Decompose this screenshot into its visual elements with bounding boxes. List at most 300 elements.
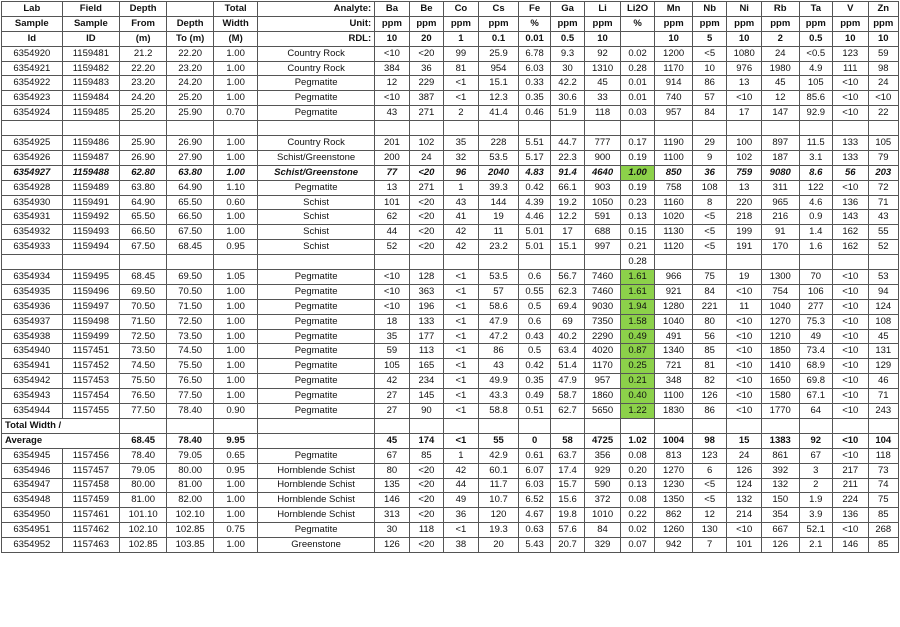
table-cell [167,255,214,270]
table-cell: 70 [799,270,832,285]
table-cell: 56 [692,329,727,344]
header-cell: ID [62,31,119,46]
li2o-cell: 0.07 [620,538,655,553]
table-cell: 43 [444,195,479,210]
table-cell: 71 [868,195,898,210]
table-cell: 84 [692,106,727,121]
table-cell: 102.85 [120,538,167,553]
table-cell: 24 [761,46,799,61]
table-cell: 1157455 [62,404,119,419]
table-cell: 19 [727,270,762,285]
table-cell: 17 [727,106,762,121]
table-cell: 56.7 [550,270,585,285]
li2o-cell: 0.03 [620,106,655,121]
table-cell [585,121,621,136]
table-cell: <1 [444,270,479,285]
table-cell: 7350 [585,314,621,329]
table-cell: 0.43 [519,329,550,344]
table-cell: 1020 [655,210,693,225]
table-cell: 1159492 [62,210,119,225]
li2o-note-cell: 0.28 [620,255,655,270]
table-cell: 66.50 [120,225,167,240]
table-cell: 0.75 [214,523,258,538]
rdl-cell: 0.1 [478,31,519,46]
table-cell: 1159481 [62,46,119,61]
table-cell: 965 [761,195,799,210]
table-cell: 74 [868,478,898,493]
table-cell: 35 [375,329,410,344]
table-cell [120,418,167,433]
unit-cell: ppm [799,16,832,31]
table-cell: 228 [478,136,519,151]
table-cell: 49 [444,493,479,508]
table-cell: 35 [444,136,479,151]
analyte-cell: Ni [727,2,762,17]
rdl-cell: 0.5 [550,31,585,46]
table-cell: 957 [655,106,693,121]
table-cell: 102.10 [167,508,214,523]
table-cell: 49 [799,329,832,344]
table-cell: 22.3 [550,150,585,165]
table-cell [444,121,479,136]
table-cell: 1210 [761,329,799,344]
table-cell: 128 [409,270,444,285]
table-cell: 24.20 [167,76,214,91]
table-cell: 47.9 [478,314,519,329]
li2o-cell: 0.21 [620,374,655,389]
table-cell [2,255,63,270]
table-cell: 6354947 [2,478,63,493]
table-cell: 58.8 [478,404,519,419]
table-cell: 6354950 [2,508,63,523]
table-cell: 5.43 [519,538,550,553]
unit-cell: ppm [585,16,621,31]
table-cell: 1200 [655,46,693,61]
table-cell: 392 [761,463,799,478]
table-cell: <10 [727,314,762,329]
table-cell: 191 [727,240,762,255]
table-cell: 1.00 [214,478,258,493]
li2o-cell: 0.02 [620,523,655,538]
table-cell: 1160 [655,195,693,210]
table-cell [375,255,410,270]
table-row-note [2,255,899,270]
table-cell [868,255,898,270]
table-cell: 12.3 [478,91,519,106]
table-cell [62,121,119,136]
table-cell: 81.00 [167,478,214,493]
table-cell: 12 [692,508,727,523]
table-cell: 132 [761,478,799,493]
table-cell: 69.4 [550,299,585,314]
table-cell [519,418,550,433]
table-cell [258,418,375,433]
header-cell: (M) [214,31,258,46]
table-cell: 2040 [478,165,519,180]
table-cell: <1 [444,344,479,359]
table-cell: 55 [868,225,898,240]
table-cell: 76.50 [120,389,167,404]
table-cell: 101 [727,538,762,553]
table-cell: <20 [409,165,444,180]
table-cell: 1157463 [62,538,119,553]
analyte-cell: Ta [799,2,832,17]
table-cell: 84 [585,523,621,538]
table-cell: 200 [375,150,410,165]
table-cell: <10 [833,359,869,374]
table-cell: 126 [692,389,727,404]
table-cell: 86 [692,76,727,91]
table-cell: 36 [692,165,727,180]
header-cell: Sample [2,16,63,31]
average-cell: 9.95 [214,433,258,448]
table-cell: 41.4 [478,106,519,121]
table-cell: 1159486 [62,136,119,151]
table-cell: 124 [727,478,762,493]
table-cell: 6354946 [2,463,63,478]
table-cell: 23.20 [167,61,214,76]
table-cell: Schist [258,240,375,255]
li2o-cell: 0.02 [620,46,655,61]
rdl-cell: 20 [409,31,444,46]
table-cell: 1100 [655,150,693,165]
table-cell: 170 [761,240,799,255]
table-cell: 78.40 [167,404,214,419]
table-cell: 1 [444,448,479,463]
table-cell: 8.6 [799,165,832,180]
table-cell: 6354935 [2,284,63,299]
table-cell: 62 [375,210,410,225]
table-cell: 75 [868,493,898,508]
table-cell: 42.2 [550,76,585,91]
table-cell: 0.5 [519,299,550,314]
table-cell: <20 [409,493,444,508]
table-cell: 6354925 [2,136,63,151]
table-cell: 268 [868,523,898,538]
table-cell: 0.51 [519,404,550,419]
table-cell: 1300 [761,270,799,285]
table-cell: <10 [833,314,869,329]
table-cell [214,418,258,433]
table-cell: 1159494 [62,240,119,255]
li2o-cell: 0.13 [620,210,655,225]
table-cell: 91 [761,225,799,240]
table-cell: <10 [727,344,762,359]
table-cell [799,255,832,270]
table-cell: Schist [258,210,375,225]
table-cell [120,255,167,270]
table-cell: Schist [258,225,375,240]
table-cell: 19.2 [550,195,585,210]
table-cell: 356 [585,448,621,463]
table-cell: 102 [727,150,762,165]
table-cell: 7 [692,538,727,553]
table-cell: <10 [833,389,869,404]
table-cell: 72.50 [120,329,167,344]
table-cell: 0.63 [519,523,550,538]
table-cell: 199 [727,225,762,240]
table-cell: 6354923 [2,91,63,106]
table-cell: 1157459 [62,493,119,508]
table-cell: 1350 [655,493,693,508]
table-cell: 62.80 [120,165,167,180]
table-cell: 25.9 [478,46,519,61]
li2o-cell: 0.20 [620,463,655,478]
table-cell: <1 [444,76,479,91]
table-cell: 60.1 [478,463,519,478]
analyte-cell: Mn [655,2,693,17]
table-cell: 65.50 [167,195,214,210]
table-cell: 721 [655,359,693,374]
table-cell: 11 [727,299,762,314]
header-cell: Depth [167,16,214,31]
table-cell: 3.1 [799,150,832,165]
table-cell: 6354932 [2,225,63,240]
table-cell: 19.3 [478,523,519,538]
li2o-cell: 1.00 [620,165,655,180]
table-cell [761,418,799,433]
table-cell: 145 [409,389,444,404]
table-cell: 146 [375,493,410,508]
rdl-cell: 0.5 [799,31,832,46]
table-cell: <1 [444,389,479,404]
table-cell: 38 [444,538,479,553]
average-cell: 15 [727,433,762,448]
table-cell [727,255,762,270]
table-cell: 135 [375,478,410,493]
table-row [2,389,899,404]
li2o-cell: 0.22 [620,508,655,523]
rdl-cell: 10 [727,31,762,46]
table-row [2,344,899,359]
table-cell: Hornblende Schist [258,508,375,523]
table-cell: 6354945 [2,448,63,463]
table-cell: <10 [833,374,869,389]
table-cell: 0.46 [519,106,550,121]
table-cell: 106 [799,284,832,299]
average-label: Average [2,433,120,448]
table-cell: Schist/Greenstone [258,165,375,180]
table-cell: 73.50 [120,344,167,359]
table-row [2,478,899,493]
table-cell: 105 [799,76,832,91]
table-cell: <10 [375,91,410,106]
table-cell [585,418,621,433]
table-cell: 7460 [585,284,621,299]
analyte-cell: Ba [375,2,410,17]
table-cell [620,418,655,433]
table-cell: 162 [833,225,869,240]
table-cell: <5 [692,478,727,493]
table-cell: 70.50 [167,284,214,299]
table-row-average [2,433,899,448]
table-cell: <10 [833,448,869,463]
table-cell: 0.65 [214,448,258,463]
header-cell: Sample [62,16,119,31]
table-row-average-label [2,418,899,433]
table-cell: 79.05 [120,463,167,478]
table-row [2,46,899,61]
table-cell: 24 [727,448,762,463]
table-cell: 6354922 [2,76,63,91]
table-cell: 78.40 [120,448,167,463]
table-cell: 15.6 [550,493,585,508]
table-cell: <10 [375,46,410,61]
unit-cell: ppm [761,16,799,31]
table-cell: 4.83 [519,165,550,180]
table-cell: 1159493 [62,225,119,240]
table-cell: 123 [692,448,727,463]
table-cell: 0.35 [519,374,550,389]
table-cell [214,121,258,136]
table-cell: 84 [692,284,727,299]
header-cell: (m) [120,31,167,46]
table-cell: <1 [444,359,479,374]
table-cell: 271 [409,106,444,121]
table-cell: 46 [868,374,898,389]
table-cell: <1 [444,91,479,106]
table-cell: 65.50 [120,210,167,225]
table-cell: 146 [833,538,869,553]
li2o-cell: 0.87 [620,344,655,359]
table-cell: 24.20 [120,91,167,106]
analyte-cell: Co [444,2,479,17]
table-cell: <20 [409,240,444,255]
table-cell: <20 [409,46,444,61]
table-cell: 218 [727,210,762,225]
table-cell: <10 [727,284,762,299]
average-cell: 1004 [655,433,693,448]
table-cell: 976 [727,61,762,76]
unit-cell: ppm [478,16,519,31]
table-cell: <20 [409,210,444,225]
table-cell: 105 [375,359,410,374]
table-cell: 1.00 [214,314,258,329]
table-cell: 1190 [655,136,693,151]
table-cell: 126 [727,463,762,478]
table-cell: 20 [478,538,519,553]
header-cell: Depth [120,2,167,17]
table-cell: 1080 [727,46,762,61]
table-cell: 29 [692,136,727,151]
table-cell: Country Rock [258,46,375,61]
table-cell: Greenstone [258,538,375,553]
table-cell [655,255,693,270]
table-cell: 177 [409,329,444,344]
table-cell: 26.90 [167,136,214,151]
table-row [2,299,899,314]
table-cell: 1310 [585,61,621,76]
table-cell [727,418,762,433]
analyte-cell: Cs [478,2,519,17]
table-row [2,508,899,523]
table-row [2,225,899,240]
table-cell: 0.6 [519,270,550,285]
table-cell: 6.03 [519,61,550,76]
average-cell: 68.45 [120,433,167,448]
li2o-cell: 0.25 [620,359,655,374]
table-cell: 80 [375,463,410,478]
table-cell: 32 [444,150,479,165]
table-cell: Pegmatite [258,389,375,404]
table-cell: 22.20 [167,46,214,61]
table-cell: 63.4 [550,344,585,359]
unit-cell: ppm [692,16,727,31]
table-cell: 143 [833,210,869,225]
table-cell: 70.50 [120,299,167,314]
table-row [2,180,899,195]
rdl-cell: 10 [585,31,621,46]
table-cell: 1159485 [62,106,119,121]
table-cell: 1650 [761,374,799,389]
table-cell: 6.07 [519,463,550,478]
unit-cell: ppm [727,16,762,31]
table-cell [692,418,727,433]
table-cell [799,418,832,433]
table-cell: 217 [833,463,869,478]
table-cell: <20 [409,508,444,523]
table-cell: 0.55 [519,284,550,299]
analyte-cell: Rb [761,2,799,17]
rdl-cell: 0.01 [519,31,550,46]
table-cell: <10 [868,91,898,106]
table-cell: 6354930 [2,195,63,210]
table-cell: 1230 [655,478,693,493]
table-cell: 203 [868,165,898,180]
table-cell [868,121,898,136]
table-cell: 5.01 [519,225,550,240]
table-cell: 1.00 [214,150,258,165]
table-cell: 85 [868,538,898,553]
table-cell: Pegmatite [258,106,375,121]
table-cell: 1.00 [214,508,258,523]
analyte-cell: Be [409,2,444,17]
table-cell: 59 [375,344,410,359]
table-cell: 372 [585,493,621,508]
table-cell: <0.5 [799,46,832,61]
table-cell: 1.00 [214,299,258,314]
table-row [2,538,899,553]
table-cell: <10 [833,344,869,359]
table-cell: 64.90 [120,195,167,210]
table-row [2,404,899,419]
average-cell: 98 [692,433,727,448]
table-cell: 39.3 [478,180,519,195]
table-cell: 98 [868,61,898,76]
table-cell: 688 [585,225,621,240]
table-cell: 51.4 [550,359,585,374]
table-cell: 144 [478,195,519,210]
table-cell: 92 [585,46,621,61]
table-row [2,91,899,106]
li2o-cell: 1.61 [620,270,655,285]
table-cell: <1 [444,329,479,344]
table-cell: 6354936 [2,299,63,314]
table-cell: 56 [833,165,869,180]
table-cell: 47.9 [550,374,585,389]
rdl-cell [620,31,655,46]
table-cell [375,121,410,136]
table-cell [167,121,214,136]
table-row [2,329,899,344]
table-cell: 23.2 [478,240,519,255]
rdl-cell: 5 [692,31,727,46]
table-cell: 1159488 [62,165,119,180]
table-cell: 387 [409,91,444,106]
table-cell: 15.1 [478,76,519,91]
table-cell: 1157461 [62,508,119,523]
rdl-cell: 10 [868,31,898,46]
